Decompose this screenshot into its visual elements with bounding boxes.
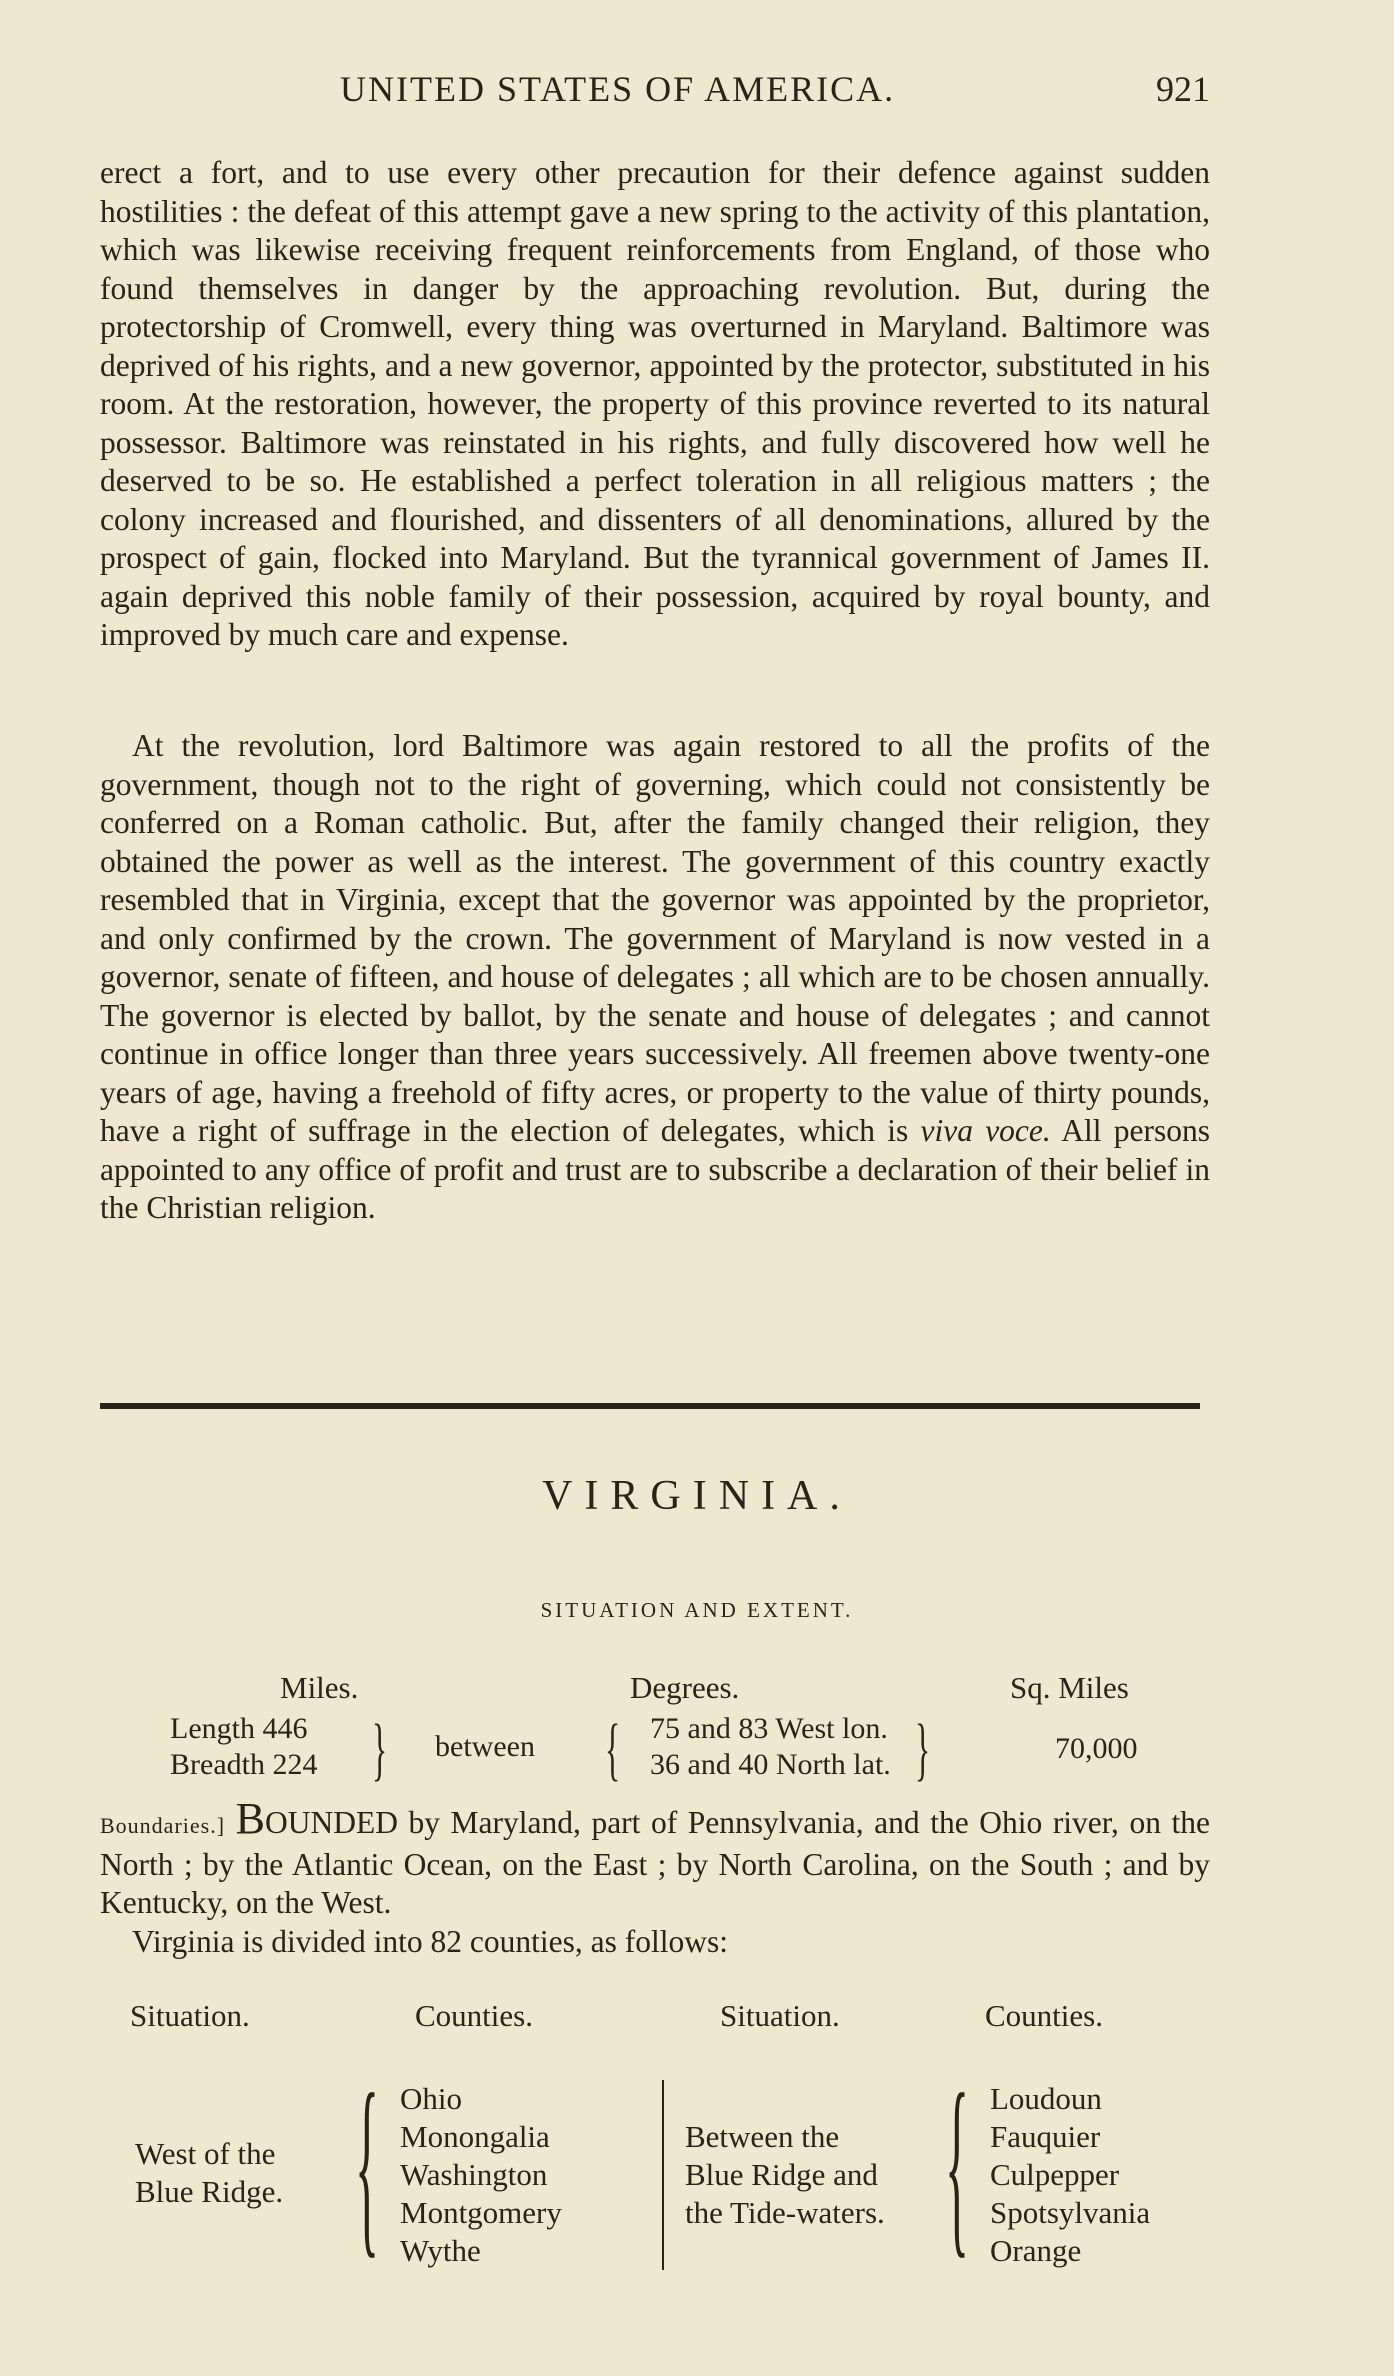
section-divider bbox=[100, 1403, 1200, 1409]
group2-situation-line2: Blue Ridge and bbox=[685, 2157, 878, 2192]
county: Orange bbox=[990, 2233, 1082, 2268]
counties-header-2: Counties. bbox=[985, 1998, 1103, 2033]
between-label: between bbox=[435, 1730, 535, 1763]
brace-middle: { bbox=[605, 1711, 621, 1788]
brace-left: } bbox=[372, 1711, 388, 1788]
group1-situation bbox=[135, 2135, 283, 2211]
section-title: VIRGINIA. bbox=[542, 1473, 852, 1519]
county: Loudoun bbox=[990, 2081, 1102, 2116]
paragraph-maryland-history: erect a fort, and to use every other precaution for their defence against sudden hostilities : the defeat of this attempt gave a new spring to the activity of this plantation, which was likewise receiving frequent reinforcements from England, of those who found themselves in danger by the approaching revolution. But, during the protectorship of Cromwell, every thing was overturned in Maryland. Baltimore was deprived of his rights, and a new governor, appointed by the protector, substituted in his room. At the restoration, however, the property of this province reverted to its natural possessor. Baltimore was reinstated in his rights, and fully discovered how well he deserved to be so. He established a perfect toleration in all religious matters ; the colony increased and flourished, and dissenters of all denominations, allured by the prospect of gain, flocked into Maryland. But the tyrannical government of James II. again deprived this noble family of their possession, acquired by royal bounty, and improved by much care and expense. bbox=[100, 155, 1210, 652]
county: Fauquier bbox=[990, 2119, 1101, 2154]
group1-situation-line2: Blue Ridge. bbox=[135, 2174, 284, 2209]
county: Montgomery bbox=[400, 2195, 562, 2230]
group1-brace: { bbox=[355, 2054, 379, 2275]
paragraph2-text-a: At the revolution, lord Baltimore was again restored to all the profits of the government, though not to the right of governing, which could not consistently be conferred on a Roman catholic. But, after the family changed their religion, they obtained the power as well as the interest. The government of this country exactly resembled that in Virginia, except that the governor was appointed by the proprietor, and only confirmed by the crown. The government of Maryland is now vested in a governor, senate of fifteen, and house of delegates ; all which are to be chosen annually. The governor is elected by ballot, by the senate and house of delegates ; and cannot continue in office longer than three years successively. All freemen above twenty-one years of age, having a freehold of fifty acres, or property to the value of thirty pounds, have a right of suffrage in the election of delegates, which is bbox=[100, 728, 1210, 1148]
group2-situation-line3: the Tide-waters. bbox=[685, 2195, 885, 2230]
boundaries-text: by Maryland, part of Pennsylvania, and the Ohio river, on the North ; by the Atlantic Ocean, on the East ; by North Carolina, on the South ; and by Kentucky, on the West. bbox=[100, 1805, 1210, 1920]
latitude-row: 36 and 40 North lat. bbox=[650, 1748, 891, 1781]
breadth-row: Breadth 224 bbox=[170, 1748, 318, 1781]
degrees-header: Degrees. bbox=[630, 1670, 740, 1705]
counties-intro: Virginia is divided into 82 counties, as follows: bbox=[132, 1923, 728, 1959]
paragraph2-italic: viva voce. bbox=[920, 1113, 1051, 1148]
miles-header: Miles. bbox=[280, 1670, 359, 1705]
column-divider bbox=[662, 2080, 664, 2270]
group2-brace: { bbox=[945, 2054, 969, 2275]
sq-miles-header: Sq. Miles bbox=[1010, 1670, 1129, 1705]
paragraph-maryland-government bbox=[100, 727, 1210, 1228]
longitude-row: 75 and 83 West lon. bbox=[650, 1712, 888, 1745]
boundaries-paragraph bbox=[100, 1794, 1210, 1961]
county: Wythe bbox=[400, 2233, 481, 2268]
group1-situation-line1: West of the bbox=[135, 2136, 276, 2171]
boundaries-label: Boundaries.] bbox=[100, 1813, 226, 1838]
paragraph2-text-b: All persons appointed to any office of profit and trust are to subscribe a declaration of their belief in the Christian religion. bbox=[100, 1113, 1210, 1225]
group2-situation bbox=[685, 2118, 885, 2232]
county: Spotsylvania bbox=[990, 2195, 1151, 2230]
situation-header-1: Situation. bbox=[130, 1998, 250, 2033]
group2-situation-line1: Between the bbox=[685, 2119, 840, 2154]
running-head bbox=[100, 68, 1210, 118]
group2-counties bbox=[990, 2080, 1150, 2270]
sq-miles-value: 70,000 bbox=[1055, 1732, 1138, 1765]
extent-table bbox=[150, 1660, 1220, 1800]
situation-header-2: Situation. bbox=[720, 1998, 840, 2033]
counties-header-1: Counties. bbox=[415, 1998, 533, 2033]
county: Ohio bbox=[400, 2081, 462, 2116]
running-title: UNITED STATES OF AMERICA. bbox=[340, 69, 896, 109]
group1-counties bbox=[400, 2080, 562, 2270]
brace-right: } bbox=[915, 1711, 931, 1788]
page-number: 921 bbox=[1156, 69, 1210, 109]
county: Washington bbox=[400, 2157, 548, 2192]
drop-initial: B bbox=[235, 1794, 265, 1843]
boundaries-caps: OUNDED bbox=[264, 1805, 398, 1840]
length-row: Length 446 bbox=[170, 1712, 308, 1745]
county: Culpepper bbox=[990, 2157, 1120, 2192]
subsection-heading: SITUATION AND EXTENT. bbox=[540, 1598, 854, 1622]
county: Monongalia bbox=[400, 2119, 550, 2154]
